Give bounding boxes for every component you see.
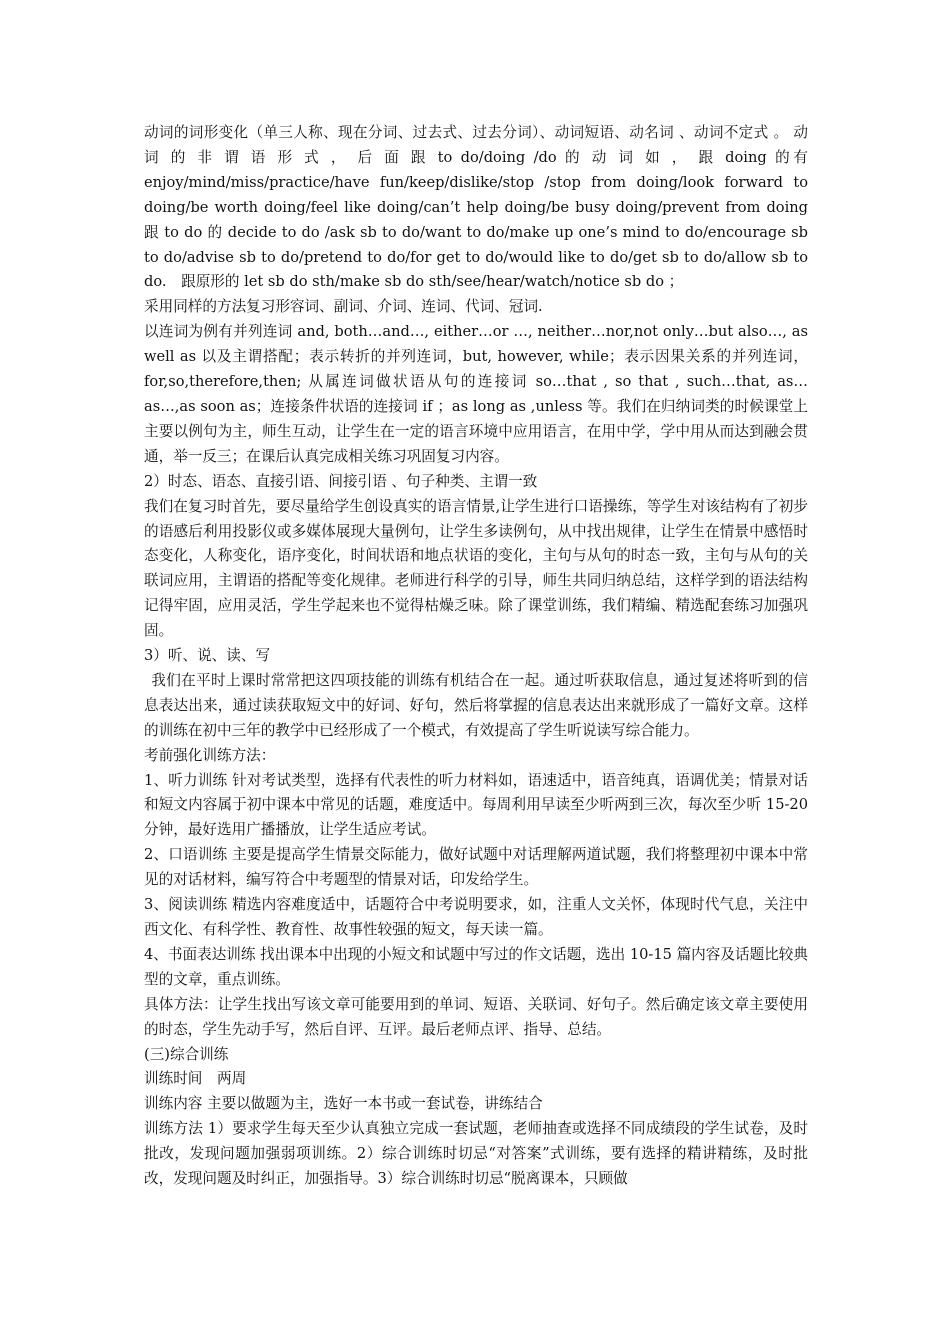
heading-tense-voice: 2）时态、语态、直接引语、间接引语 、句子种类、主谓一致 — [144, 472, 538, 490]
paragraph-writing-training: 4、书面表达训练 找出课本中出现的小短文和试题中写过的作文话题，选出 10-15 篇内容及话题比较典型的文章，重点训练。 — [144, 945, 808, 988]
heading-four-skills: 3）听、说、读、写 — [144, 647, 271, 665]
document-page — [144, 121, 838, 1192]
paragraph-reading-training: 3、阅读训练 精选内容难度适中，话题符合中考说明要求，如，注重人文关怀，体现时代气息，关注中西文化、有科学性、教育性、故事性较强的短文，每天读一篇。 — [144, 896, 808, 938]
paragraph-grammar-review: 我们在复习时首先，要尽量给学生创设真实的语言情景,让学生进行口语操练，等学生对该结构有了初步的语感后利用投影仪或多媒体展现大量例句，让学生多读例句，从中找出规律，让学生在情景中感悟时态变化，人称变化，语序变化，时间状语和地点状语的变化，主句与从句的时态一致，主句与从句的关联词应用，主谓语的搭配等变化规律。老师进行科学的引导，师生共同归纳总结，这样学到的语法结构记得牢固，应用灵活，学生学起来也不觉得枯燥乏味。除了课堂训练，我们精编、精选配套练习加强巩固。 — [144, 497, 808, 640]
heading-comprehensive-training: (三)综合训练 — [144, 1045, 229, 1063]
paragraph-conjunctions: 以连词为例有并列连词 and, both…and…, either…or …, neither…nor,not only…but also…, as well as 以及主谓搭配；表示转折的并列连词，but, however, while；表示因果关系的并列连词，for,so,therefore,then; 从属连词做状语从句的连接词 so…that , so that , such…that, as…as…,as soon as；连接条件状语的连接词 if ；as long as ,unless 等。我们在归纳词类的时候课堂上主要以例句为主，师生互动，让学生在一定的语言环境中应用语言，在用中学，学中用从而达到融会贯通，举一反三；在课后认真完成相关练习巩固复习内容。 — [144, 323, 808, 465]
paragraph-review-method: 采用同样的方法复习形容词、副词、介词、连词、代词、冠词. — [144, 298, 543, 316]
paragraph-four-skills: 我们在平时上课时常常把这四项技能的训练有机结合在一起。通过听获取信息，通过复述将听到的信息表达出来，通过读获取短文中的好词、好句，然后将掌握的信息表达出来就形成了一篇好文章。这样的训练在初中三年的教学中已经形成了一个模式，有效提高了学生听说读写综合能力。 — [144, 671, 808, 739]
paragraph-verb-forms: 动词的词形变化（单三人称、现在分词、过去式、过去分词）、动词短语、动名词 、动词不定式 。 动 词 的 非 谓 语 形 式 ， 后 面 跟 to do/doing /do 的 动 词 如 ， 跟 doing 的有 enjoy/mind/miss/practice/have fun/keep/dislike/stop /stop from doing/look forward to doing/be worth doing/feel like doing/can’t help doing/be busy doing/prevent from doing 跟 to do 的 decide to do /ask sb to do/want to do/make up one’s mind to do/encourage sb to do/advise sb to do/pretend to do/for get to do/would like to do/get sb to do/allow sb to do. 跟原形的 let sb do sth/make sb do sth/see/hear/watch/notice sb do ； — [144, 124, 838, 291]
heading-exam-training: 考前强化训练方法： — [144, 746, 276, 764]
paragraph-training-content: 训练内容 主要以做题为主，选好一本书或一套试卷，讲练结合 — [144, 1095, 543, 1113]
paragraph-training-time: 训练时间 两周 — [144, 1070, 247, 1088]
paragraph-specific-method: 具体方法：让学生找出写该文章可能要用到的单词、短语、关联词、好句子。然后确定该文章主要使用的时态，学生先动手写，然后自评、互评。最后老师点评、指导、总结。 — [144, 995, 808, 1038]
paragraph-listening-training: 1、听力训练 针对考试类型，选择有代表性的听力材料如，语速适中，语音纯真，语调优美；情景对话和短文内容属于初中课本中常见的话题，难度适中。每周利用早读至少听两到三次，每次至少听 15-20 分钟，最好选用广播播放，让学生适应考试。 — [144, 771, 808, 839]
paragraph-training-method: 训练方法 1）要求学生每天至少认真独立完成一套试题，老师抽查或选择不同成绩段的学生试卷，及时批改，发现问题加强弱项训练。2）综合训练时切忌“对答案”式训练，要有选择的精讲精练，及时批改，发现问题及时纠正，加强指导。3）综合训练时切忌“脱离课本，只顾做 — [144, 1120, 808, 1188]
paragraph-speaking-training: 2、口语训练 主要是提高学生情景交际能力，做好试题中对话理解两道试题，我们将整理初中课本中常见的对话材料，编写符合中考题型的情景对话，印发给学生。 — [144, 846, 808, 889]
